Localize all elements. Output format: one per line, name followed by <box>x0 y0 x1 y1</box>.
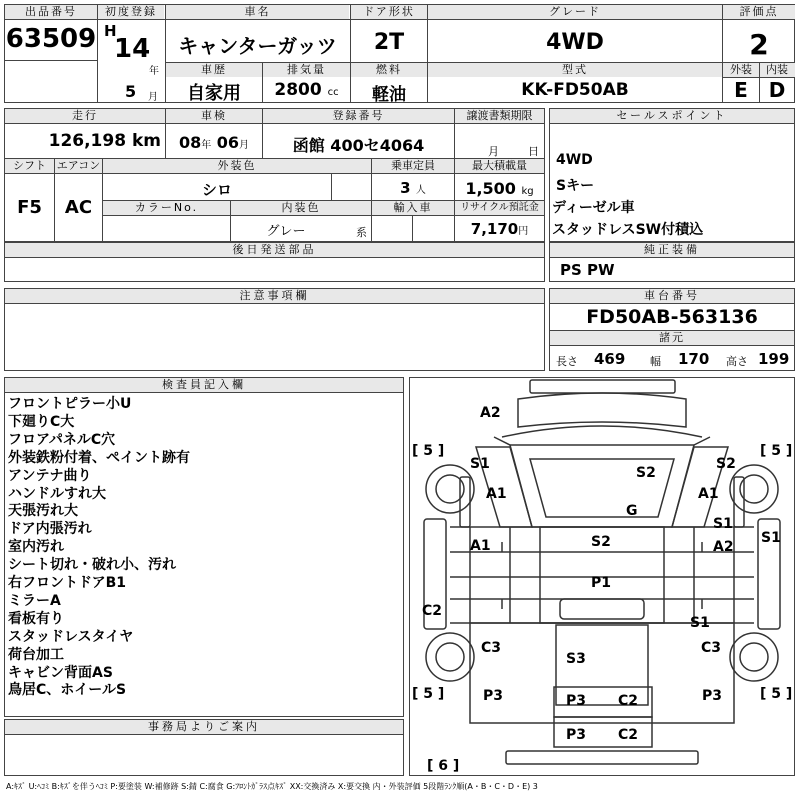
transfer-month: 月 <box>488 145 499 158</box>
damage-tag-a1-left: A1 <box>486 486 507 502</box>
inspector-note: 荷台加工 <box>8 646 64 663</box>
score: 2 <box>749 28 769 61</box>
damage-tag-s2-top: S2 <box>636 465 656 481</box>
damage-tag-b5-bl: [ 5 ] <box>412 686 445 702</box>
inspector-note: シート切れ・破れ小、汚れ <box>8 557 176 574</box>
exterior-color: シロ <box>201 181 232 199</box>
displacement: 2800 cc <box>274 80 339 100</box>
damage-tag-p3-left: P3 <box>483 688 504 704</box>
max-load: 1,500 kg <box>465 179 534 198</box>
sales-points-label: セールスポイント <box>550 109 794 124</box>
damage-tag-p3-bottom: P3 <box>566 727 587 743</box>
int-grade: D <box>768 78 786 102</box>
rear-right-wheel <box>730 633 778 681</box>
damage-tag-a1-right: A1 <box>698 486 719 502</box>
inspector-note: 室内汚れ <box>8 539 64 556</box>
ext-label: 外装 <box>723 63 759 77</box>
inspector-note: 右フロントドアB1 <box>8 575 126 591</box>
damage-tag-p3-center: P3 <box>566 693 587 709</box>
ac: AC <box>64 197 93 218</box>
damage-tag-b5-tr: [ 5 ] <box>760 443 793 459</box>
transfer-label: 譲渡書類期限 <box>455 109 544 123</box>
sales-point-4: スタッドレスSW付積込 <box>552 222 704 238</box>
doors-label: ドア形状 <box>351 5 427 19</box>
first-reg-year-unit: 年 <box>149 66 159 77</box>
damage-tag-s1-left: S1 <box>470 456 490 472</box>
damage-tag-s1-right-mid: S1 <box>713 516 733 532</box>
score-label: 評価点 <box>723 5 795 19</box>
inspector-note: ハンドルすれ大 <box>8 485 106 502</box>
inspector-note: ドア内張汚れ <box>8 521 92 538</box>
equipment: PS PW <box>560 261 615 279</box>
cargo-bed-shape <box>470 623 734 723</box>
grade-label: グレード <box>428 5 722 19</box>
office-label: 事務局よりご案内 <box>5 720 403 735</box>
damage-tag-c2-center: C2 <box>618 693 639 709</box>
inspection-date: 08年 06月 <box>178 133 250 152</box>
damage-tag-a2-right: A2 <box>713 539 734 555</box>
damage-tag-s3: S3 <box>566 651 586 667</box>
plate-number: 函館 400セ4064 <box>292 136 425 155</box>
front-bumper-shape <box>530 380 675 393</box>
damage-tag-c2-bottom: C2 <box>618 727 639 743</box>
damage-tag-s1-far-right: S1 <box>761 530 781 546</box>
capacity: 3 人 <box>400 179 426 197</box>
inspector-note: 外装鉄粉付着、ペイント跡有 <box>8 449 190 466</box>
inspector-note: スタッドレスタイヤ <box>8 628 134 645</box>
interior-color-label: 内装色 <box>231 201 371 215</box>
damage-tag-s2-mid: S2 <box>591 534 611 550</box>
front-right-wheel <box>730 465 778 513</box>
ac-label: エアコン <box>56 159 101 172</box>
capacity-label: 乗車定員 <box>372 159 454 173</box>
first-reg-era: H <box>104 22 117 40</box>
ext-grade: E <box>734 78 748 102</box>
inspector-note: フロントピラー小U <box>8 396 132 412</box>
import-label: 輸入車 <box>372 201 454 215</box>
front-panel-shape <box>518 393 686 427</box>
sales-point-1: 4WD <box>556 152 593 168</box>
damage-tag-p1: P1 <box>591 575 612 591</box>
lot-label: 出品番号 <box>5 5 97 19</box>
recycle-fee: 7,170円 <box>470 220 529 238</box>
grade: 4WD <box>546 30 604 55</box>
width-label: 幅 <box>650 355 661 368</box>
inspector-note: 下廻りC大 <box>8 413 75 430</box>
inspection-label: 車検 <box>166 109 262 123</box>
first-reg-month: 5 <box>125 82 137 101</box>
load-label: 最大積載量 <box>455 159 544 173</box>
chassis-number: FD50AB-563136 <box>586 306 758 328</box>
damage-tag-a2-top: A2 <box>480 405 501 421</box>
mileage: 126,198 km <box>48 131 161 151</box>
recycle-label: リサイクル預託金 <box>455 201 544 215</box>
model-label: 型式 <box>428 63 722 77</box>
transfer-day: 日 <box>528 145 539 158</box>
damage-tag-b6: [ 6 ] <box>427 758 460 774</box>
color-no-label: カラーNo. <box>103 201 230 215</box>
inspector-note: アンテナ曲り <box>8 467 92 484</box>
length-label: 長さ <box>556 355 578 368</box>
shift: F5 <box>17 197 42 218</box>
inspector-note: キャビン背面AS <box>8 664 113 681</box>
damage-tag-s2-right: S2 <box>716 456 736 472</box>
front-left-wheel <box>426 465 474 513</box>
rear-left-wheel <box>426 633 474 681</box>
damage-tag-c3-right: C3 <box>701 640 722 656</box>
exterior-color-label: 外装色 <box>103 159 371 173</box>
interior-color: グレー <box>266 224 306 239</box>
name-label: 車名 <box>166 5 349 19</box>
damage-tag-c2-left: C2 <box>422 603 443 619</box>
specs-label: 諸元 <box>550 331 794 346</box>
width: 170 <box>678 350 710 368</box>
damage-tag-a1-left2: A1 <box>470 538 491 554</box>
damage-tag-b5-tl: [ 5 ] <box>412 443 445 459</box>
car-name: キャンターガッツ <box>178 34 337 58</box>
model: KK-FD50AB <box>521 80 629 100</box>
history-label: 車歴 <box>166 63 262 77</box>
fuel: 軽油 <box>372 85 406 105</box>
history: 自家用 <box>187 83 241 104</box>
inspector-note: 看板有り <box>8 610 64 627</box>
first-reg-label: 初度登録 <box>98 5 164 19</box>
inspector-note: フロアパネルC穴 <box>8 431 116 448</box>
height: 199 <box>758 350 790 368</box>
int-label: 内装 <box>759 63 795 77</box>
damage-tag-g: G <box>626 503 638 519</box>
inspector-note: 鳥居C、ホイールS <box>8 682 127 699</box>
damage-tag-b5-br: [ 5 ] <box>760 686 793 702</box>
later-parts-label: 後日発送部品 <box>5 243 544 258</box>
door-type: 2T <box>373 30 405 55</box>
inspector-note: ミラーA <box>8 592 61 609</box>
caution-label: 注意事項欄 <box>5 289 544 304</box>
first-reg-year: 14 <box>114 34 151 64</box>
length: 469 <box>594 350 626 368</box>
mileage-label: 走行 <box>5 109 165 123</box>
first-reg-month-unit: 月 <box>148 92 158 103</box>
fuel-label: 燃料 <box>351 63 427 77</box>
shift-label: シフト <box>5 159 54 173</box>
plate-label: 登録番号 <box>263 109 454 123</box>
height-label: 高さ <box>726 355 748 368</box>
inspector-note: 天張汚れ大 <box>8 503 78 520</box>
inspector-label: 検査員記入欄 <box>5 378 403 393</box>
lot-number: 63509 <box>5 24 97 54</box>
legend: A:ｷｽﾞ U:ﾍｺﾐ B:ｷｽﾞを伴うﾍｺﾐ P:要塗装 W:補修跡 S:錆 C:腐食 G:ﾌﾛﾝﾄｶﾞﾗｽ点ｷｽﾞ XX:交換済み X:要交換 内・外装評価 5段階ﾗﾝｸ順(A・B・C・D・E) 3 <box>6 782 538 791</box>
damage-tag-c3-left: C3 <box>481 640 502 656</box>
displacement-label: 排気量 <box>263 63 350 77</box>
sales-point-2: Sキー <box>556 178 595 194</box>
damage-tag-p3-right: P3 <box>702 688 723 704</box>
chassis-label: 車台番号 <box>550 289 794 304</box>
equipment-label: 純正装備 <box>550 243 794 258</box>
damage-tag-s1-lower: S1 <box>690 615 710 631</box>
sales-point-3: ディーゼル車 <box>552 200 635 216</box>
interior-color-suffix: 系 <box>356 226 367 239</box>
